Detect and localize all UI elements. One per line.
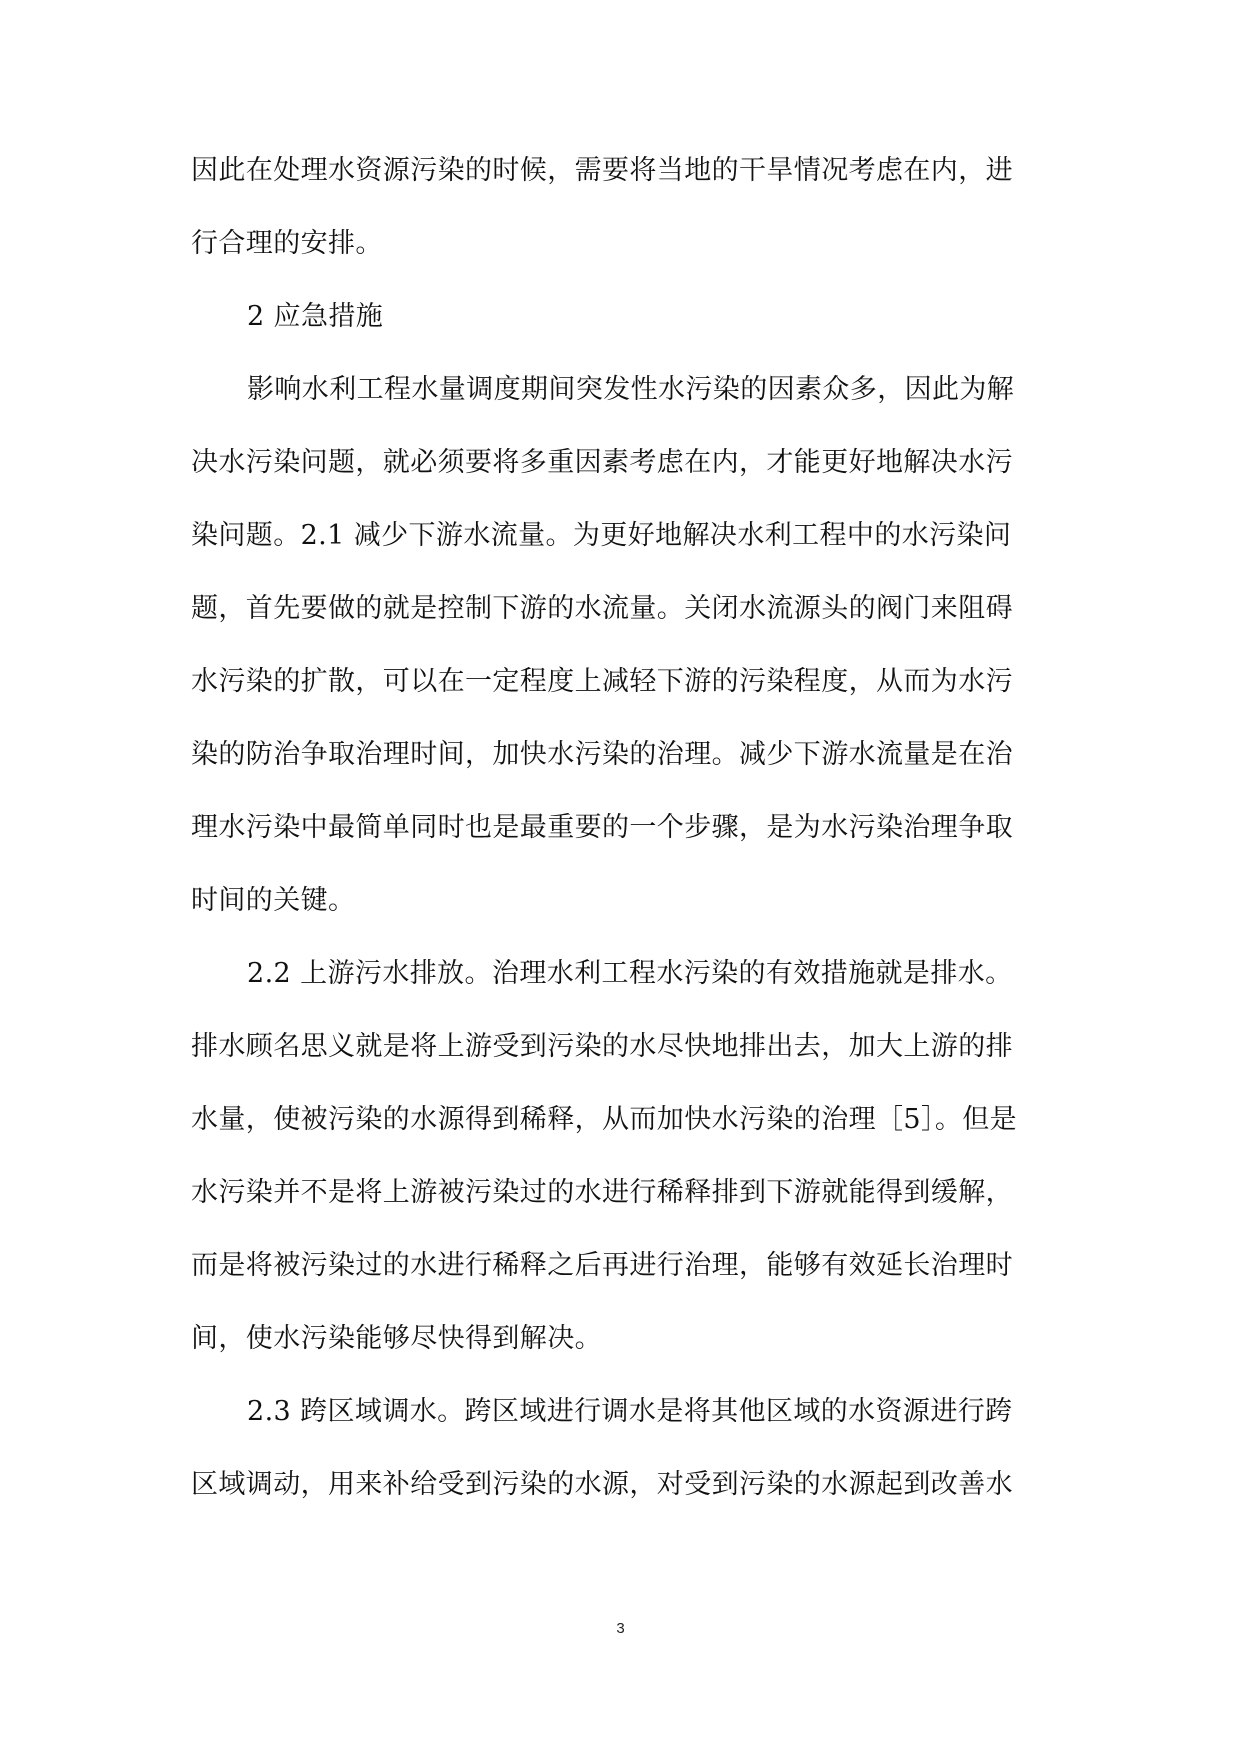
text-line: 水污染并不是将上游被污染过的水进行稀释排到下游就能得到缓解， [191, 1177, 1013, 1208]
text-line: 区域调动，用来补给受到污染的水源，对受到污染的水源起到改善水 [191, 1469, 1013, 1500]
text-line: 间，使水污染能够尽快得到解决。 [191, 1323, 602, 1354]
text-line: 排水顾名思义就是将上游受到污染的水尽快地排出去，加大上游的排 [191, 1031, 1013, 1062]
text-line: 题，首先要做的就是控制下游的水流量。关闭水流源头的阀门来阻碍 [191, 593, 1013, 624]
text-line: 因此在处理水资源污染的时候，需要将当地的干旱情况考虑在内，进 [191, 155, 1013, 186]
text-line: 水量，使被污染的水源得到稀释，从而加快水污染的治理［5］。但是 [191, 1104, 1018, 1135]
text-line: 染的防治争取治理时间，加快水污染的治理。减少下游水流量是在治 [191, 739, 1013, 770]
text-line: 水污染的扩散，可以在一定程度上减轻下游的污染程度，从而为水污 [191, 666, 1013, 697]
text-line: 影响水利工程水量调度期间突发性水污染的因素众多，因此为解 [247, 374, 1015, 405]
text-line: 2.2 上游污水排放。治理水利工程水污染的有效措施就是排水。 [247, 958, 1013, 989]
text-line: 行合理的安排。 [191, 228, 383, 259]
text-line: 决水污染问题，就必须要将多重因素考虑在内，才能更好地解决水污 [191, 447, 1013, 478]
section-heading: 2 应急措施 [247, 301, 384, 332]
page-number: 3 [616, 1620, 625, 1637]
text-line: 染问题。2.1 减少下游水流量。为更好地解决水利工程中的水污染问 [191, 520, 1012, 551]
text-line: 而是将被污染过的水进行稀释之后再进行治理，能够有效延长治理时 [191, 1250, 1013, 1281]
text-line: 理水污染中最简单同时也是最重要的一个步骤，是为水污染治理争取 [191, 812, 1013, 843]
text-line: 时间的关键。 [191, 885, 356, 916]
body-text [191, 134, 1057, 1521]
text-line: 2.3 跨区域调水。跨区域进行调水是将其他区域的水资源进行跨 [247, 1396, 1013, 1427]
